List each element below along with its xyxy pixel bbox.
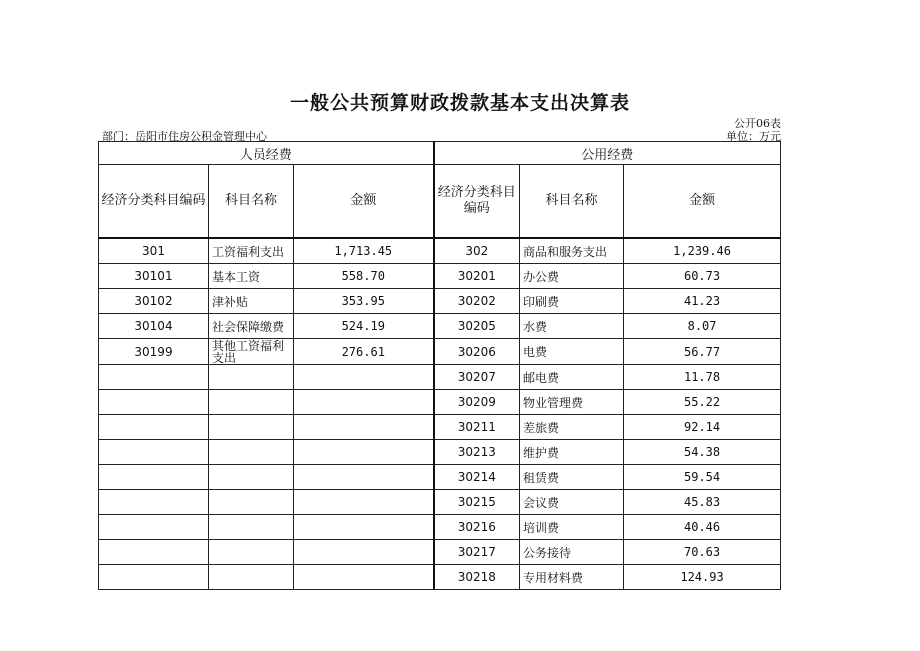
public-name-cell: 培训费 (520, 515, 624, 540)
personnel-code-cell (99, 490, 209, 515)
personnel-header: 人员经费 (99, 142, 434, 165)
table-row (99, 314, 781, 339)
public-name-cell: 物业管理费 (520, 390, 624, 415)
personnel-code-cell: 30104 (99, 314, 209, 339)
table-row (99, 515, 781, 540)
public-amount-cell: 55.22 (624, 390, 781, 415)
personnel-amount-cell (294, 490, 434, 515)
public-name-cell: 租赁费 (520, 465, 624, 490)
personnel-amount-cell: 524.19 (294, 314, 434, 339)
public-amount-cell: 41.23 (624, 289, 781, 314)
personnel-code-cell (99, 540, 209, 565)
personnel-name-cell: 工资福利支出 (209, 238, 294, 264)
personnel-name-cell (209, 565, 294, 590)
public-name-cell: 维护费 (520, 440, 624, 465)
public-code-header: 经济分类科目编码 (434, 165, 520, 239)
personnel-code-cell: 30101 (99, 264, 209, 289)
personnel-name-cell (209, 490, 294, 515)
personnel-amount-cell (294, 365, 434, 390)
table-row (99, 540, 781, 565)
table-row (99, 415, 781, 440)
public-code-cell: 30205 (434, 314, 520, 339)
table-row (99, 238, 781, 264)
public-amount-cell: 40.46 (624, 515, 781, 540)
personnel-name-cell: 社会保障缴费 (209, 314, 294, 339)
public-amount-cell: 60.73 (624, 264, 781, 289)
public-code-cell: 30214 (434, 465, 520, 490)
personnel-code-cell (99, 390, 209, 415)
public-amount-cell: 1,239.46 (624, 238, 781, 264)
personnel-name-cell: 津补贴 (209, 289, 294, 314)
public-amount-cell: 11.78 (624, 365, 781, 390)
public-code-cell: 30201 (434, 264, 520, 289)
table-row (99, 565, 781, 590)
personnel-code-cell: 301 (99, 238, 209, 264)
public-amount-cell: 92.14 (624, 415, 781, 440)
public-amount-cell: 45.83 (624, 490, 781, 515)
table-header-row (99, 165, 781, 239)
department-label: 部门：岳阳市住房公积金管理中心 (102, 130, 267, 143)
personnel-amount-cell (294, 565, 434, 590)
public-code-cell: 30213 (434, 440, 520, 465)
personnel-code-cell (99, 440, 209, 465)
public-amount-cell: 8.07 (624, 314, 781, 339)
public-name-cell: 差旅费 (520, 415, 624, 440)
personnel-amount-cell (294, 415, 434, 440)
public-code-cell: 30215 (434, 490, 520, 515)
personnel-name-cell (209, 515, 294, 540)
public-code-cell: 30216 (434, 515, 520, 540)
public-name-cell: 印刷费 (520, 289, 624, 314)
personnel-amount-cell: 558.70 (294, 264, 434, 289)
public-name-cell: 办公费 (520, 264, 624, 289)
personnel-amount-cell: 1,713.45 (294, 238, 434, 264)
personnel-name-cell (209, 540, 294, 565)
personnel-code-header: 经济分类科目编码 (99, 165, 209, 239)
public-code-cell: 30202 (434, 289, 520, 314)
personnel-name-cell (209, 415, 294, 440)
personnel-code-cell (99, 515, 209, 540)
personnel-code-cell: 30102 (99, 289, 209, 314)
table-row (99, 440, 781, 465)
personnel-code-cell (99, 365, 209, 390)
public-code-cell: 30217 (434, 540, 520, 565)
personnel-code-cell: 30199 (99, 339, 209, 365)
public-amount-header: 金额 (624, 165, 781, 239)
public-code-cell: 30211 (434, 415, 520, 440)
table-row (99, 264, 781, 289)
personnel-code-cell (99, 565, 209, 590)
public-name-cell: 电费 (520, 339, 624, 365)
public-amount-cell: 124.93 (624, 565, 781, 590)
personnel-name-cell: 其他工资福利支出 (209, 339, 294, 365)
personnel-code-cell (99, 415, 209, 440)
personnel-name-cell (209, 465, 294, 490)
personnel-name-cell: 基本工资 (209, 264, 294, 289)
table-row (99, 465, 781, 490)
public-amount-cell: 59.54 (624, 465, 781, 490)
form-number: 公开06表 (734, 117, 781, 130)
table-row (99, 289, 781, 314)
personnel-code-cell (99, 465, 209, 490)
public-header: 公用经费 (434, 142, 781, 165)
public-name-header: 科目名称 (520, 165, 624, 239)
personnel-name-header: 科目名称 (209, 165, 294, 239)
public-amount-cell: 70.63 (624, 540, 781, 565)
public-name-cell: 商品和服务支出 (520, 238, 624, 264)
table-header-group-row (99, 142, 781, 165)
public-code-cell: 302 (434, 238, 520, 264)
public-name-cell: 水费 (520, 314, 624, 339)
public-code-cell: 30207 (434, 365, 520, 390)
personnel-amount-header: 金额 (294, 165, 434, 239)
public-code-cell: 30209 (434, 390, 520, 415)
table-row (99, 390, 781, 415)
expenditure-table (98, 141, 781, 590)
personnel-name-cell (209, 440, 294, 465)
page-title: 一般公共预算财政拨款基本支出决算表 (289, 92, 630, 114)
personnel-amount-cell (294, 540, 434, 565)
personnel-amount-cell (294, 440, 434, 465)
personnel-amount-cell: 276.61 (294, 339, 434, 365)
public-name-cell: 公务接待 (520, 540, 624, 565)
personnel-amount-cell (294, 465, 434, 490)
public-amount-cell: 56.77 (624, 339, 781, 365)
personnel-amount-cell: 353.95 (294, 289, 434, 314)
public-amount-cell: 54.38 (624, 440, 781, 465)
public-code-cell: 30218 (434, 565, 520, 590)
personnel-amount-cell (294, 390, 434, 415)
table-row (99, 339, 781, 365)
public-code-cell: 30206 (434, 339, 520, 365)
personnel-name-cell (209, 365, 294, 390)
table-row (99, 490, 781, 515)
personnel-amount-cell (294, 515, 434, 540)
unit-label: 单位：万元 (726, 130, 781, 143)
personnel-name-cell (209, 390, 294, 415)
public-name-cell: 会议费 (520, 490, 624, 515)
public-name-cell: 专用材料费 (520, 565, 624, 590)
public-name-cell: 邮电费 (520, 365, 624, 390)
table-row (99, 365, 781, 390)
